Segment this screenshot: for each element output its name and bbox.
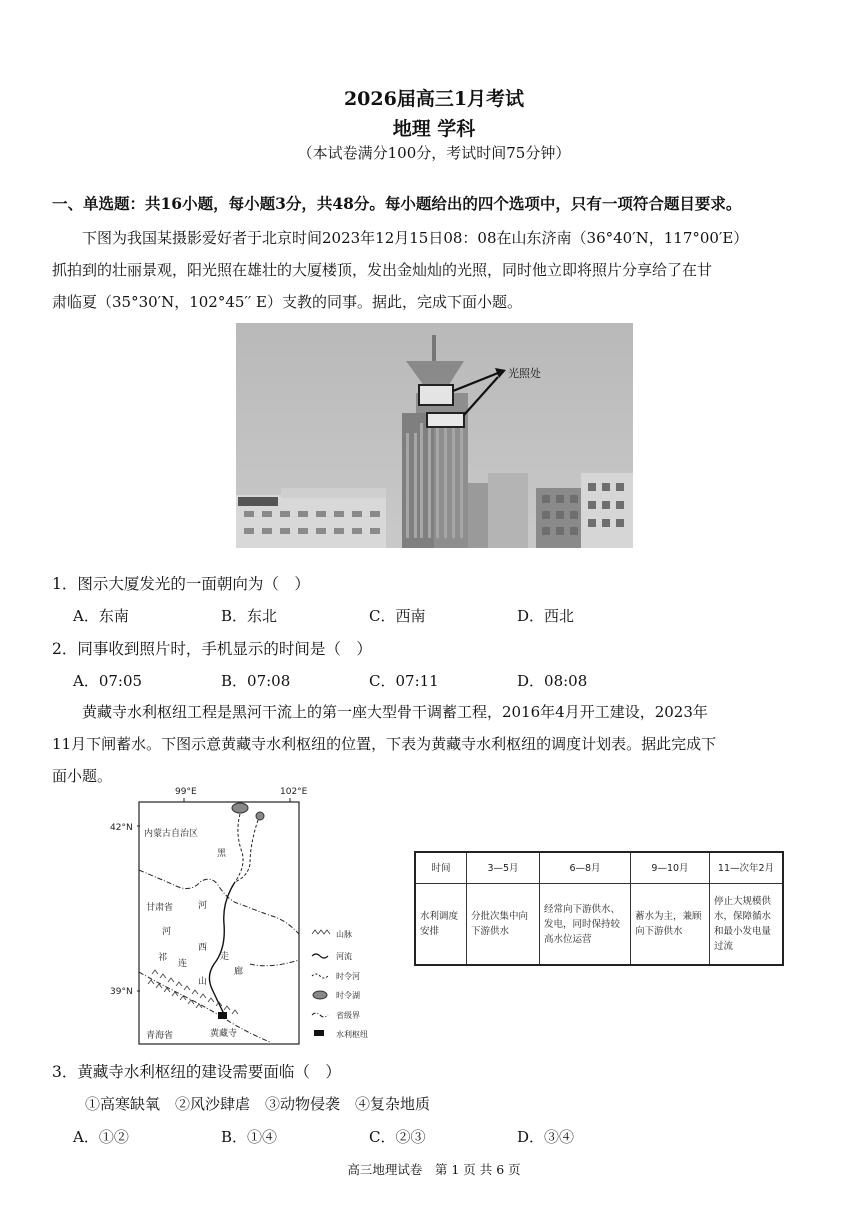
map-lat-label: 39°N [110, 987, 133, 997]
table-header-cell: 6—8月 [540, 852, 631, 884]
table-header-cell: 11—次年2月 [710, 852, 784, 884]
seasonal-lake [232, 803, 248, 813]
question-3-items: ①高寒缺氧 ②风沙肆虐 ③动物侵袭 ④复杂地质 [85, 1095, 431, 1113]
question-1-stem: 1．图示大厦发光的一面朝向为（ ） [52, 575, 310, 593]
table-header-row [415, 852, 783, 884]
question-1-options [73, 605, 665, 626]
passage-1-line: 抓拍到的壮丽景观，阳光照在雄壮的大厦楼顶，发出金灿灿的光照，同时他立即将照片分享给了在甘 [52, 261, 713, 279]
map-lat-label: 42°N [110, 823, 133, 833]
legend-item: 水利枢纽 [336, 1030, 368, 1039]
exam-subject: 地理 学科 [392, 118, 476, 140]
corridor-label: 走 [220, 952, 230, 962]
region-label: 内蒙古自治区 [144, 829, 199, 839]
legend-item: 时令河 [336, 972, 360, 981]
legend-item: 河流 [336, 952, 352, 961]
option[interactable]: B．①④ [221, 1128, 278, 1146]
mountain-label: 山 [198, 977, 208, 987]
question-2-stem: 2．同事收到照片时，手机显示的时间是（ ） [52, 640, 372, 658]
table-row-label: 水利调度安排 [415, 884, 467, 966]
passage-2-line: 面小题。 [52, 767, 113, 785]
site-label: 黄藏寺 [210, 1029, 238, 1039]
legend-item: 山脉 [336, 930, 352, 939]
corridor-label: 西 [198, 943, 208, 953]
heihe-river [209, 882, 235, 1014]
region-label: 甘肃省 [146, 903, 174, 913]
table-header-cell: 9—10月 [631, 852, 710, 884]
option[interactable]: C．西南 [369, 607, 426, 625]
exam-title: 2026届高三1月考试 [343, 88, 525, 110]
seasonal-lake [256, 812, 264, 820]
option[interactable]: B．东北 [221, 607, 278, 625]
table-cell: 蓄水为主，兼顾向下游供水 [631, 884, 710, 966]
table-cell: 经常向下游供水、发电，同时保持较高水位运营 [540, 884, 631, 966]
corridor-label: 廊 [234, 967, 244, 977]
passage-2 [52, 696, 820, 792]
seasonal-river [235, 820, 258, 882]
section-heading: 一、单选题：共16小题，每小题3分，共48分。每小题给出的四个选项中，只有一项符合题目要求。 [52, 194, 742, 213]
province-boundary [250, 960, 299, 966]
page-footer: 高三地理试卷 第 1 页 共 6 页 [347, 1162, 521, 1177]
option[interactable]: C．07:11 [369, 672, 439, 690]
table-cell: 分批次集中向下游供水 [467, 884, 540, 966]
option[interactable]: A．东南 [73, 607, 129, 625]
mountain-label: 祁 [158, 953, 168, 963]
river-label: 黑 [217, 849, 227, 859]
passage-1 [52, 222, 820, 318]
seasonal-river [235, 814, 243, 882]
question-2-options [73, 670, 665, 691]
option[interactable]: D．③④ [517, 1128, 575, 1146]
option[interactable]: C．②③ [369, 1128, 426, 1146]
map-lon-label: 99°E [175, 787, 197, 797]
province-boundary [139, 870, 299, 934]
exam-note: （本试卷满分100分，考试时间75分钟） [297, 144, 571, 162]
map-lon-label: 102°E [280, 787, 308, 797]
table-header-cell: 时间 [415, 852, 467, 884]
table-row [415, 884, 783, 966]
region-label: 青海省 [146, 1031, 174, 1041]
mountain-range [148, 970, 238, 1014]
mountain-label: 连 [178, 959, 188, 969]
dam-marker [218, 1012, 227, 1019]
option[interactable]: A．①② [73, 1128, 129, 1146]
option[interactable]: B．07:08 [221, 672, 291, 690]
passage-2-line: 黄藏寺水利枢纽工程是黑河干流上的第一座大型骨干调蓄工程，2016年4月开工建设，2023年 [82, 703, 708, 721]
legend-item: 省级界 [336, 1011, 360, 1020]
building-photo [236, 323, 633, 548]
table-header-cell: 3—5月 [467, 852, 540, 884]
option[interactable]: A．07:05 [73, 672, 143, 690]
corridor-label: 河 [162, 927, 172, 937]
map-legend [312, 929, 368, 1039]
passage-2-line: 11月下闸蓄水。下图示意黄藏寺水利枢纽的位置，下表为黄藏寺水利枢纽的调度计划表。据此完成下 [52, 735, 717, 753]
option[interactable]: D．08:08 [517, 672, 588, 690]
question-3-options [73, 1126, 665, 1147]
passage-1-line: 下图为我国某摄影爱好者于北京时间2023年12月15日08：08在山东济南（36°40′N，117°00′E） [82, 229, 749, 247]
legend-item: 时令湖 [336, 991, 360, 1000]
option[interactable]: D．西北 [517, 607, 575, 625]
question-3-stem: 3．黄藏寺水利枢纽的建设需要面临（ ） [52, 1063, 341, 1081]
river-label: 河 [198, 901, 208, 911]
photo-label: 光照处 [508, 367, 541, 380]
location-map [100, 784, 390, 1052]
schedule-table [414, 851, 784, 966]
passage-1-line: 肃临夏（35°30′N，102°45′′ E）支教的同事。据此，完成下面小题。 [52, 293, 522, 311]
table-cell: 停止大规模供水，保障循水和最小发电量过流 [710, 884, 784, 966]
